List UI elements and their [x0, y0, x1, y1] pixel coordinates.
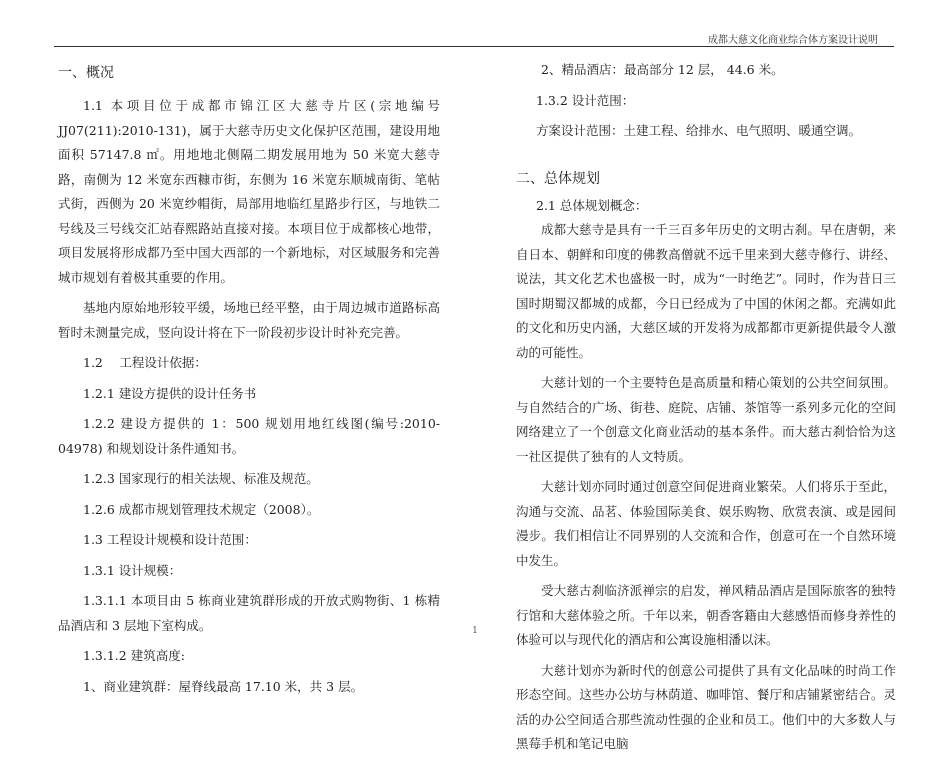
paragraph-1-3-2: 1.3.2 设计范围：: [536, 92, 635, 108]
paragraph-1-3: 1.3 工程设计规模和设计范围：: [83, 532, 257, 547]
paragraph-creative-commerce: 大慈计划亦同时通过创意空间促进商业繁荣。人们将乐于至此，沟通与交流、品茗、体验国际美食、娱乐购物、欣赏表演、或是园间漫步。我们相信让不同界别的人交流和合作，创意可在一个自然环境中发生。: [516, 479, 896, 568]
paragraph-1-3-1-1: 1.3.1.1 本项目由 5 栋商业建筑群形成的开放式购物街、1 栋精品酒店和 3 层地下室构成。: [58, 593, 440, 633]
header-rule: [54, 46, 894, 47]
paragraph-1-2-3: 1.2.3 国家现行的相关法规、标准及规范。: [83, 471, 319, 486]
paragraph-creative-office: 大慈计划亦为新时代的创意公司提供了具有文化品味的时尚工作形态空间。这些办公坊与林荫道、咖啡馆、餐厅和店铺紧密结合。灵活的办公空间适合那些流动性强的企业和员工。他们中的大多数人与黑莓手机和笔记电脑: [516, 662, 896, 751]
paragraph-1-2-6: 1.2.6 成都市规划管理技术规定（2008）。: [83, 501, 320, 517]
paragraph-site: 基地内原始地形较平缓，场地已经平整，由于周边城市道路标高暂时未测量完成，竖向设计将在下一阶段初步设计时补充完善。: [58, 300, 440, 340]
paragraph-1-2-1: 1.2.1 建设方提供的设计任务书: [83, 385, 257, 401]
paragraph-2-1: 2.1 总体规划概念：: [536, 197, 648, 213]
paragraph-1-2-2: 1.2.2 建设方提供的 1：500 规划用地红线图(编号:2010-04978) 和规划设计条件通知书。: [58, 416, 440, 456]
section-heading-planning: 二、总体规划: [516, 170, 600, 187]
paragraph-daci-history: 成都大慈寺是具有一千三百多年历史的文明古刹。早在唐朝，来自日本、朝鲜和印度的佛教高僧就不远千里来到大慈寺修行、讲经、说法，其文化艺术也盛极一时，成为“一时绝艺”。同时，作为昔日三国时期蜀汉都城的成都，今日已经成为了中国的休闲之都。充满如此的文化和历史内涵，大慈区域的开发将为成都都市更新提供最令人激动的可能性。: [516, 222, 896, 360]
paragraph-1-3-1-2: 1.3.1.2 建筑高度:: [83, 648, 185, 663]
left-column: [58, 58, 440, 699]
section-heading-overview: 一、概况: [58, 65, 114, 81]
paragraph-commercial-height: 1、商业建筑群：屋脊线最高 17.10 米，共 3 层。: [83, 678, 364, 694]
paragraph-zen-hotel: 受大慈古刹临济派禅宗的启发，禅风精品酒店是国际旅客的独特行馆和大慈体验之所。千年以来，朝香客籍由大慈感悟而修身养性的体验可以与现代化的酒店和公寓设施相潘以沫。: [516, 583, 896, 647]
page-number: 1: [472, 626, 478, 636]
right-column: [516, 58, 896, 757]
paragraph-1-3-1: 1.3.1 设计规模：: [83, 562, 182, 578]
paragraph-1-1: 1.1 本项目位于成都市锦江区大慈寺片区(宗地编号 JJ07(211):2010-131)，属于大慈寺历史文化保护区范围，建设用地面积 57147.8 ㎡。用地地北侧隔二期发展用地为 50 米宽大慈寺路，南侧为 12 米宽东西糠市街，东侧为 16 米宽东顺城南街、笔帖式街，西侧为 20 米宽纱帽街，局部用地临红星路步行区，与地铁二号线及三号线交汇站春熙路站直接对接。本项目位于成都核心地带，项目发展将形成都乃至中国大西部的一个新地标，对区域服务和完善城市规划有着极其重要的作用。: [58, 98, 440, 285]
paragraph-1-2: 1.2 工程设计依据：: [83, 355, 207, 370]
paragraph-public-space: 大慈计划的一个主要特色是高质量和精心策划的公共空间氛围。与自然结合的广场、街巷、庭院、店铺、茶馆等一系列多元化的空间网络建立了一个创意文化商业活动的基本条件。而大慈古刹恰恰为这一社区提供了独有的人文特质。: [516, 375, 896, 464]
paragraph-hotel-height: 2、精品酒店：最高部分 12 层， 44.6 米。: [541, 62, 784, 77]
running-header: 成都大慈文化商业综合体方案设计说明: [708, 35, 878, 46]
paragraph-scope: 方案设计范围：土建工程、给排水、电气照明、暖通空调。: [536, 123, 862, 138]
